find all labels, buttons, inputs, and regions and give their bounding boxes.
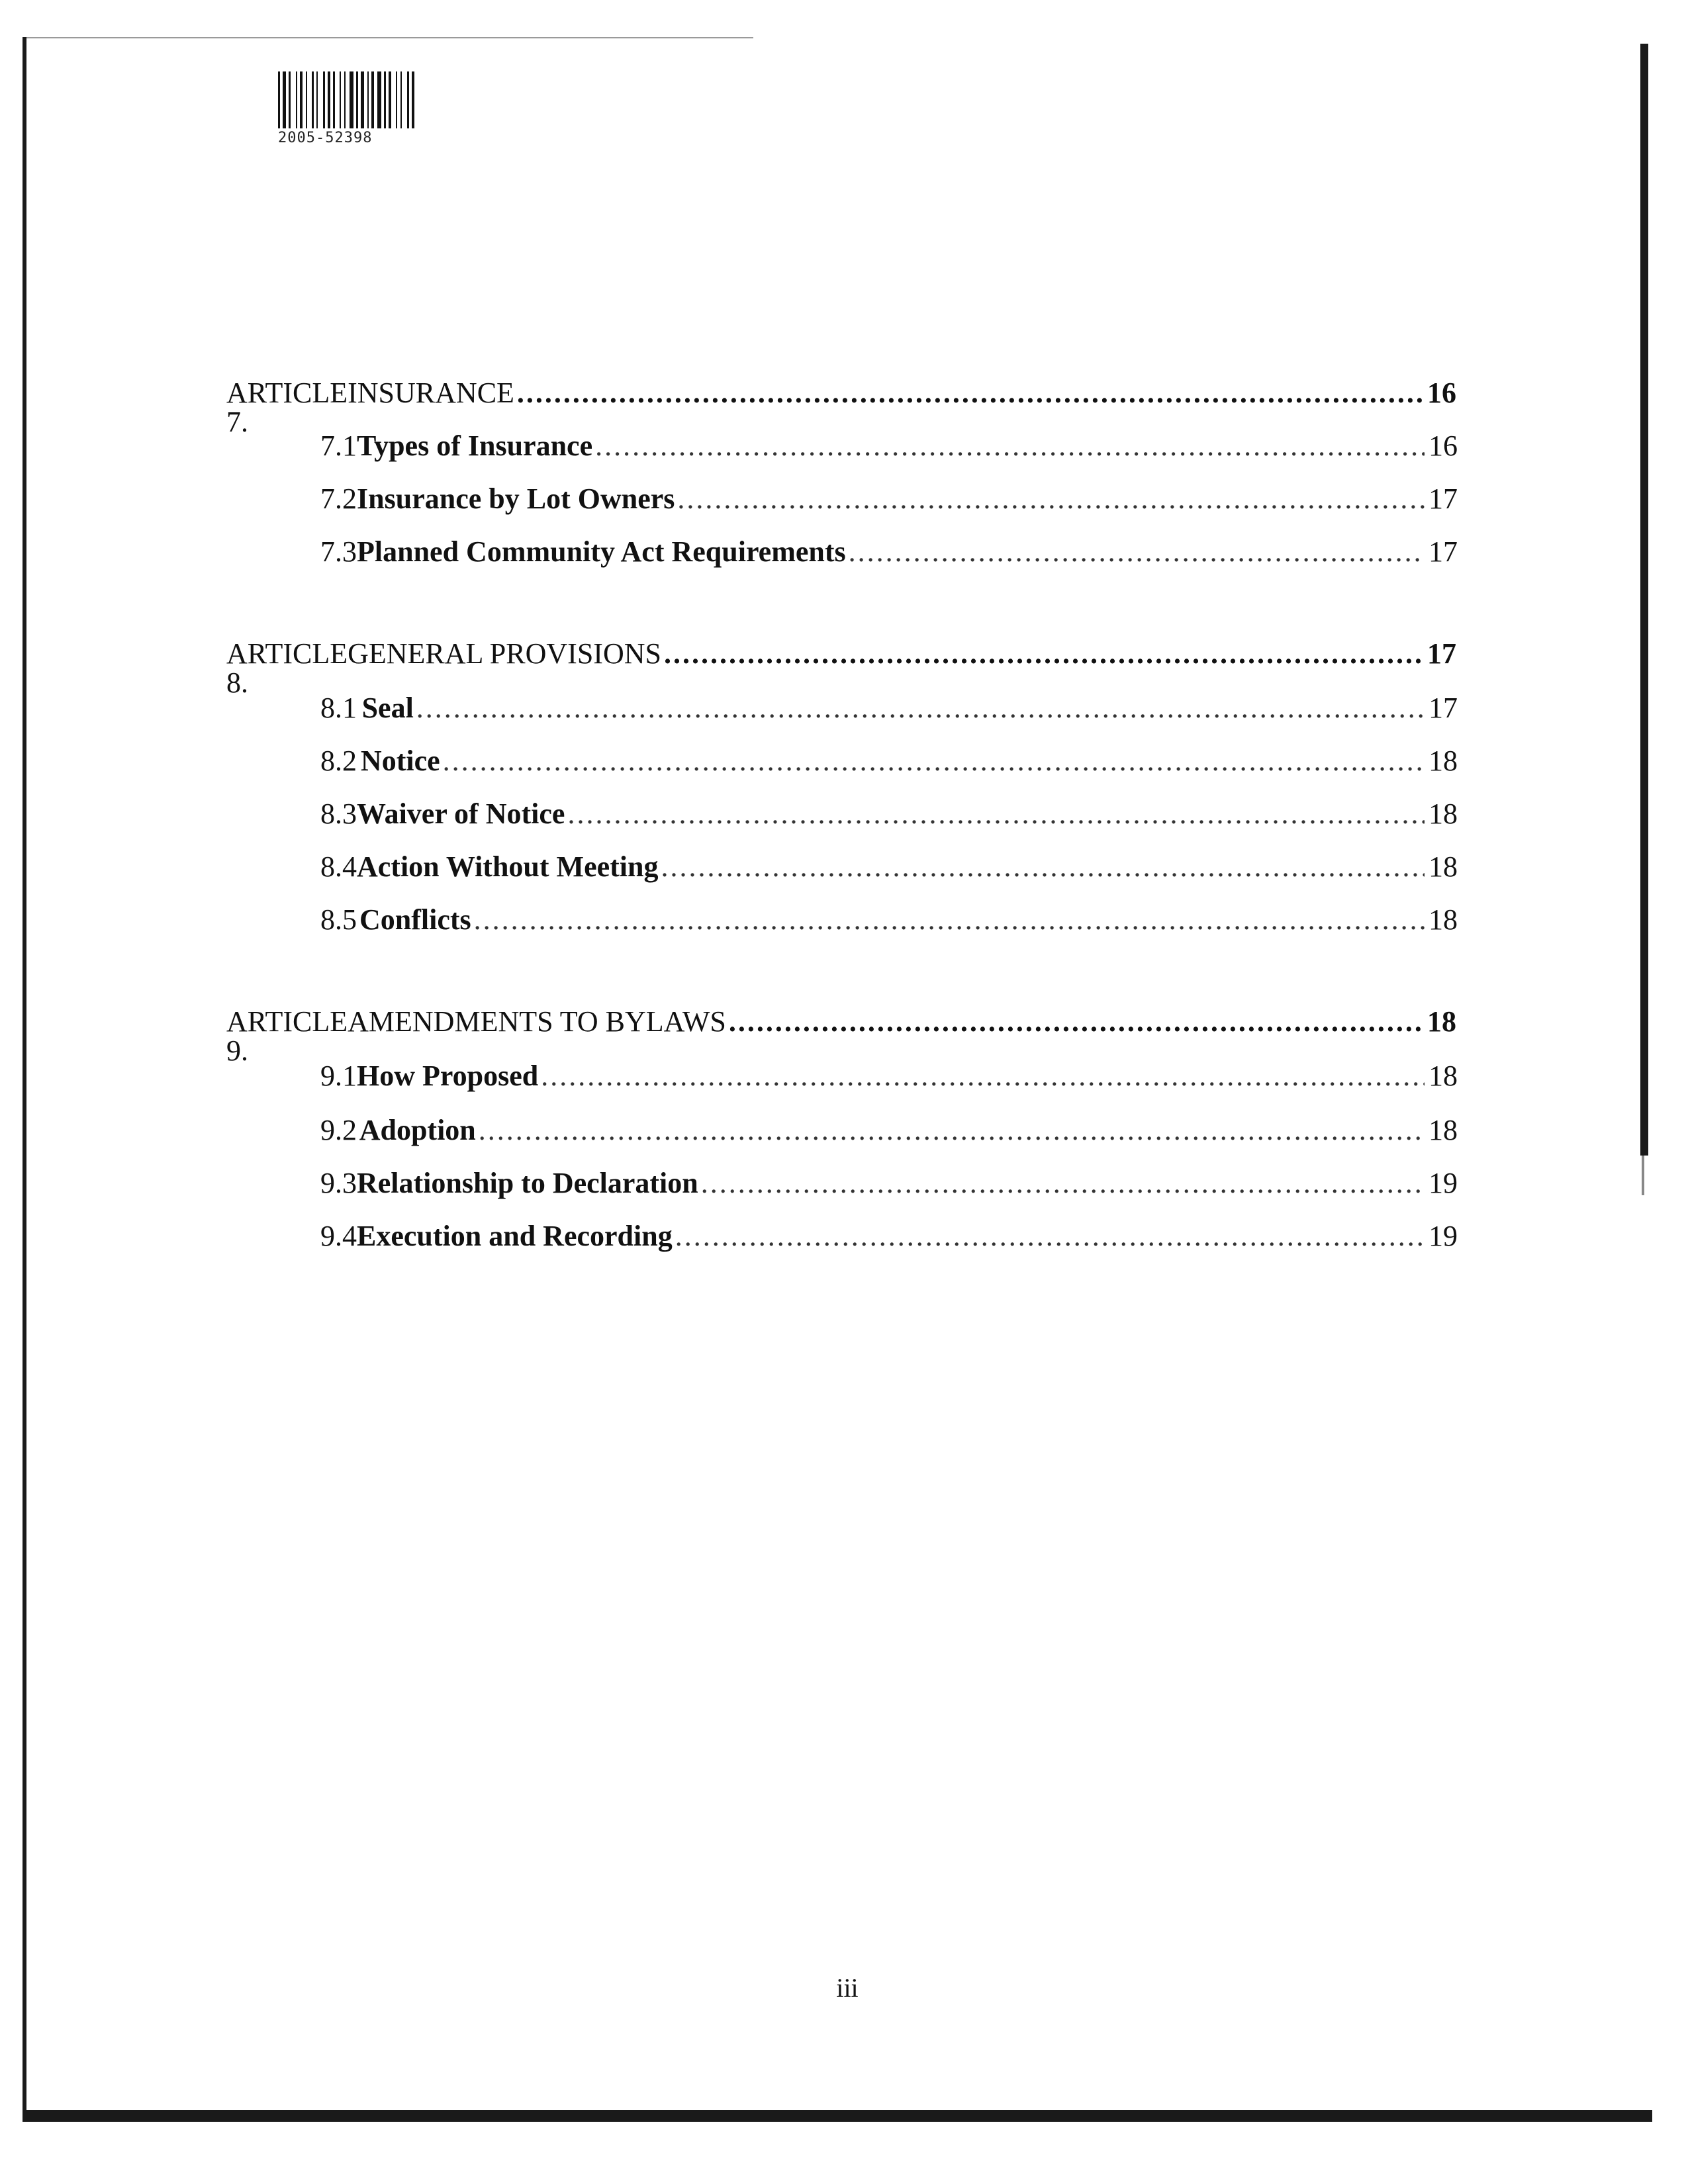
toc-section-7-2[interactable] [320,484,1458,514]
article-title: AMENDMENTS TO BYLAWS [348,1005,726,1038]
article-page: 18 [1427,1005,1456,1038]
dot-leader [664,639,1423,668]
dot-leader [517,379,1423,408]
section-number: 7.2 [320,482,357,515]
section-page: 18 [1429,903,1458,936]
toc-section-9-4[interactable] [320,1222,1458,1251]
barcode-number: 2005-52398 [278,130,373,146]
toc-section-7-1[interactable] [320,432,1458,461]
section-title: Types of Insurance [357,430,593,462]
dot-leader [849,537,1425,567]
section-title: Waiver of Notice [357,797,565,830]
toc-section-9-2[interactable] [320,1116,1458,1145]
section-number: 8.2 [320,745,357,777]
section-title: Action Without Meeting [357,850,659,883]
section-page: 17 [1429,692,1458,724]
section-number: 9.2 [320,1114,357,1146]
section-page: 18 [1429,1114,1458,1146]
dot-leader [701,1169,1425,1198]
toc-section-9-3[interactable] [320,1169,1458,1198]
toc-article-8[interactable] [226,639,1456,698]
dot-leader [541,1062,1425,1091]
toc-section-8-4[interactable] [320,852,1458,882]
article-label: ARTICLE 7. [226,377,348,438]
toc-section-9-1[interactable] [320,1062,1458,1091]
section-number: 9.3 [320,1167,357,1199]
dot-leader [443,747,1425,776]
toc-section-8-1[interactable] [320,694,1458,723]
section-number: 8.3 [320,797,357,830]
section-title: Seal [361,692,414,724]
section-page: 18 [1429,850,1458,883]
article-label: ARTICLE 9. [226,1005,348,1067]
article-title: INSURANCE [348,377,514,409]
toc-section-8-3[interactable] [320,799,1458,829]
section-title: Execution and Recording [357,1220,673,1252]
section-title: Insurance by Lot Owners [357,482,675,515]
section-page: 19 [1429,1220,1458,1252]
section-page: 19 [1429,1167,1458,1199]
toc-section-7-3[interactable] [320,537,1458,567]
section-page: 17 [1429,535,1458,568]
section-number: 7.3 [320,535,357,568]
dot-leader [661,852,1425,882]
section-title: Notice [360,745,440,777]
section-title: Conflicts [359,903,471,936]
section-page: 17 [1429,482,1458,515]
article-title: GENERAL PROVISIONS [348,637,661,670]
section-number: 9.4 [320,1220,357,1252]
section-title: Adoption [359,1114,476,1146]
dot-leader [729,1007,1423,1036]
section-page: 18 [1429,797,1458,830]
toc-section-8-2[interactable] [320,747,1458,776]
dot-leader [675,1222,1425,1251]
section-title: Planned Community Act Requirements [357,535,846,568]
section-page: 16 [1429,430,1458,462]
dot-leader [677,484,1425,514]
article-page: 17 [1427,637,1456,670]
toc-article-9[interactable] [226,1007,1456,1066]
section-title: How Proposed [357,1060,539,1092]
article-page: 16 [1427,377,1456,409]
dot-leader [595,432,1425,461]
section-number: 9.1 [320,1060,357,1092]
dot-leader [416,694,1425,723]
dot-leader [479,1116,1425,1145]
section-number: 7.1 [320,430,357,462]
toc-article-7[interactable] [226,379,1456,437]
section-number: 8.5 [320,903,357,936]
article-label: ARTICLE 8. [226,637,348,699]
section-number: 8.4 [320,850,357,883]
page-number: iii [836,1973,859,2003]
section-title: Relationship to Declaration [357,1167,698,1199]
dot-leader [474,905,1425,934]
section-page: 18 [1429,1060,1458,1092]
toc-section-8-5[interactable] [320,905,1458,934]
dot-leader [567,799,1425,829]
section-page: 18 [1429,745,1458,777]
section-number: 8.1 [320,692,357,724]
